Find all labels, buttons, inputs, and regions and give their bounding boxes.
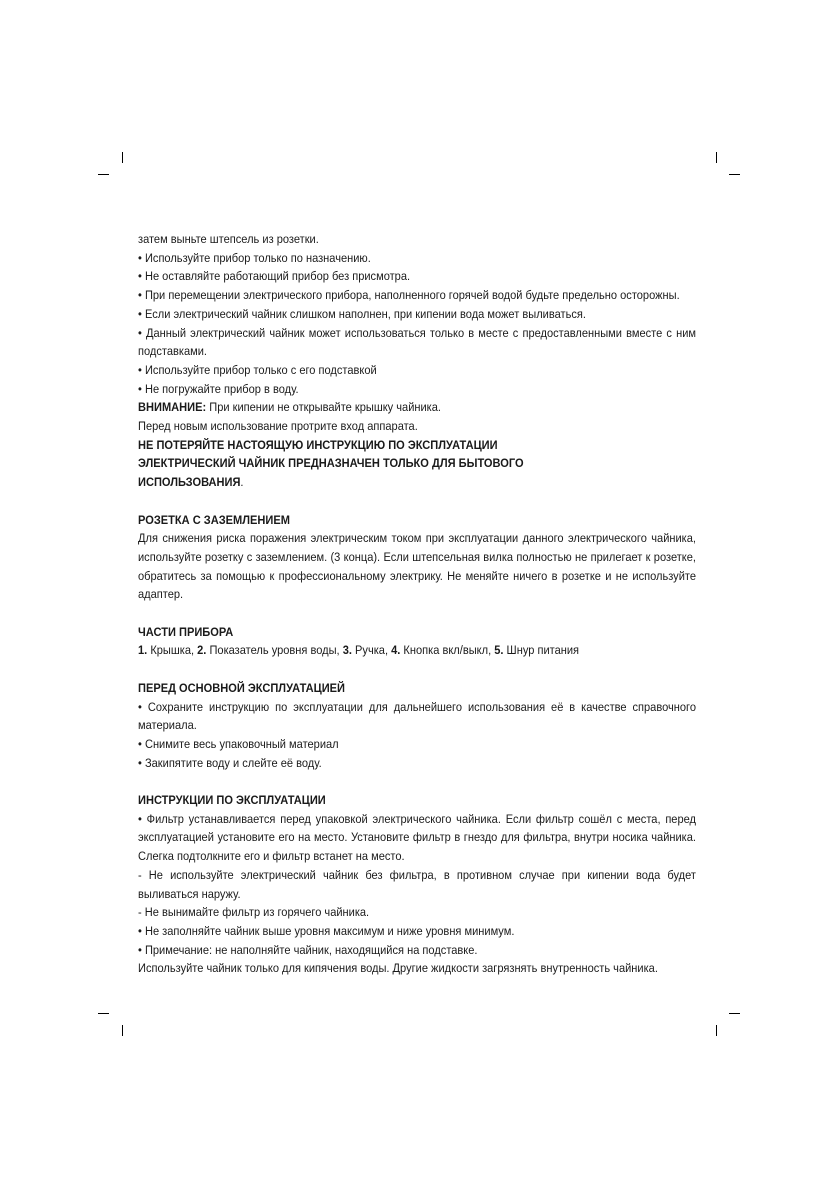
bullet-item: • Если электрический чайник слишком наполнен, при кипении вода может выливаться. [138,306,586,321]
bullet-item: • Используйте прибор только по назначению. [138,250,371,265]
bullet-item: • Не оставляйте работающий прибор без присмотра. [138,269,411,284]
part-label: Крышка, [147,643,198,658]
crop-mark-top-right-vertical [716,152,717,163]
warning-line: НЕ ПОТЕРЯЙТЕ НАСТОЯЩУЮ ИНСТРУКЦИЮ ПО ЭКСПЛУАТАЦИИ [138,437,498,452]
crop-mark-bottom-left-horizontal [98,1013,109,1014]
section-heading: ПЕРЕД ОСНОВНОЙ ЭКСПЛУАТАЦИЕЙ [138,680,346,695]
attention-text: При кипении не открывайте крышку чайника. [206,400,442,415]
section-heading: ИНСТРУКЦИИ ПО ЭКСПЛУАТАЦИИ [138,793,326,808]
part-number: 2. [197,643,207,658]
parts-list [138,641,696,660]
crop-mark-bottom-right-vertical [716,1025,717,1036]
bullet-item: • Фильтр устанавливается перед упаковкой электрического чайника. Если фильтр сошёл с места, перед эксплуатацией установите его на место. Установите фильтр в гнездо для фильтра, внутри носика чайника. Слегка подтолкните его и фильтр встанет на место. [138,811,696,864]
warning-period: . [240,475,244,490]
part-label: Шнур питания [503,643,580,658]
part-label: Показатель уровня воды, [206,643,343,658]
attention-note [138,398,696,417]
crop-mark-top-left-horizontal [98,174,109,175]
bullet-item: • Данный электрический чайник может использоваться только в месте с предоставленными вместе с ним подставками. [138,325,696,359]
section-heading: РОЗЕТКА С ЗАЗЕМЛЕНИЕМ [138,512,290,527]
warning-text: ЭЛЕКТРИЧЕСКИЙ ЧАЙНИК ПРЕДНАЗНАЧЕН ТОЛЬКО ДЛЯ БЫТОВОГО ИСПОЛЬЗОВАНИЯ [138,456,524,490]
crop-mark-bottom-left-vertical [122,1025,123,1036]
part-number: 3. [342,643,352,658]
crop-mark-top-left-vertical [122,152,123,163]
bullet-item: • Примечание: не наполняйте чайник, находящийся на подставке. [138,942,478,957]
document-body [138,230,696,978]
bullet-item: - Не используйте электрический чайник без фильтра, в противном случае при кипении вода будет выливаться наружу. [138,867,696,901]
bullet-item: • Закипятите воду и слейте её воду. [138,755,322,770]
part-label: Ручка, [351,643,392,658]
crop-mark-top-right-horizontal [729,174,740,175]
bullet-item: • Не погружайте прибор в воду. [138,381,299,396]
bullet-item: - Не вынимайте фильтр из горячего чайника. [138,905,370,920]
bullet-item: • Сохраните инструкцию по эксплуатации для дальнейшего использования её в качестве справочного материала. [138,699,696,733]
paragraph: Для снижения риска поражения электрическим током при эксплуатации данного электрического чайника, используйте розетку с заземлением. (3 конца). Если штепсельная вилка полностью не прилегает к розетке, обратитесь за помощью к профессиональному электрику. Не меняйте ничего в розетке и не используйте адаптер. [138,531,696,602]
bullet-item: • При перемещении электрического прибора, наполненного горячей водой будьте предельно осторожны. [138,288,680,303]
part-number: 1. [138,643,148,658]
paragraph: затем выньте штепсель из розетки. [138,232,319,246]
bullet-item: • Используйте прибор только с его подставкой [138,362,377,377]
paragraph: Используйте чайник только для кипячения воды. Другие жидкости загрязнять внутренность чайника. [138,961,658,976]
warning-line [138,454,534,491]
paragraph: Перед новым использование протрите вход аппарата. [138,419,418,434]
crop-mark-bottom-right-horizontal [729,1013,740,1014]
part-label: Кнопка вкл/выкл, [400,643,495,658]
bullet-item: • Не заполняйте чайник выше уровня максимум и ниже уровня минимум. [138,923,515,938]
section-heading: ЧАСТИ ПРИБОРА [138,624,234,639]
part-number: 4. [391,643,401,658]
part-number: 5. [494,643,504,658]
attention-label: ВНИМАНИЕ: [138,400,207,415]
bullet-item: • Снимите весь упаковочный материал [138,736,339,751]
